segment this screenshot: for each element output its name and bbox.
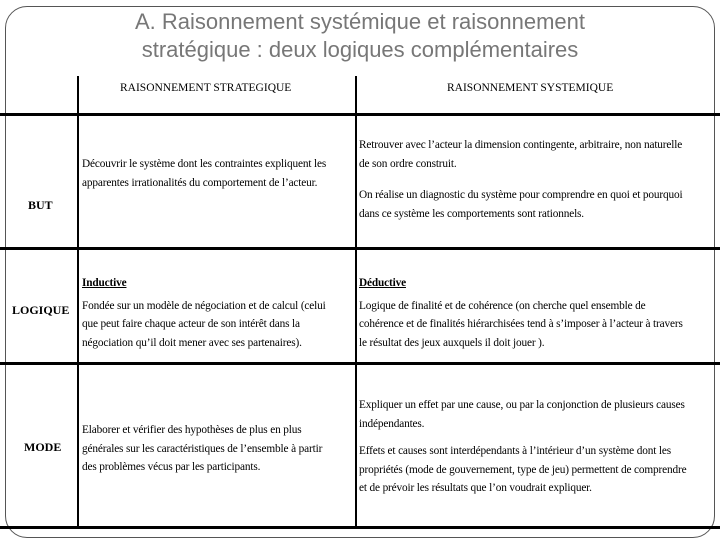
text-line: cohérence et de finalités hiérarchisées tend à s’imposer à l’acteur à travers — [359, 318, 683, 330]
text-line: des problèmes vécus par les participants. — [82, 461, 261, 473]
text-line: indépendantes. — [359, 417, 425, 430]
text-line: Expliquer un effet par une cause, ou par la conjonction de plusieurs causes — [359, 399, 685, 411]
cell-but-strategique — [82, 155, 326, 192]
column-header-systemique: RAISONNEMENT SYSTEMIQUE — [447, 82, 614, 94]
text-line: propriétés (mode de gouvernement, type de jeu) permettent de comprendre — [359, 463, 687, 476]
text-line: Logique de finalité et de cohérence (on cherche quel ensemble de — [359, 299, 646, 312]
cell-logique-strategique — [82, 274, 326, 352]
text-line: apparentes irrationalités du comportement de l’acteur. — [82, 176, 318, 189]
cell-mode-strategique — [82, 421, 322, 477]
slide-title — [0, 8, 720, 64]
row-label-but: BUT — [28, 198, 53, 212]
row-label-logique: LOGIQUE — [12, 303, 70, 317]
text-line: Retrouver avec l’acteur la dimension contingente, arbitraire, non naturelle — [359, 139, 683, 151]
column-header-strategique: RAISONNEMENT STRATEGIQUE — [120, 82, 292, 94]
text-line: Découvrir le système dont les contraintes expliquent les — [82, 158, 327, 170]
row-label-mode: MODE — [24, 440, 62, 454]
text-line: le résultat des jeux auxquels il doit jouer ). — [359, 336, 545, 349]
cell-heading: Inductive — [82, 277, 127, 289]
cell-heading: Déductive — [359, 277, 406, 289]
text-line: dans ce système les comportements sont rationnels. — [359, 207, 584, 220]
text-line: générales sur les caractéristiques de l’ensemble à partir — [82, 442, 323, 455]
header-rule — [0, 113, 720, 116]
cell-but-systemique — [359, 136, 682, 223]
text-line: Fondée sur un modèle de négociation et de calcul (celui — [82, 299, 326, 312]
text-line: que peut faire chaque acteur de son intérêt dans la — [82, 318, 300, 330]
cell-logique-systemique — [359, 274, 683, 352]
table-divider-2 — [355, 76, 357, 529]
cell-mode-systemique — [359, 396, 687, 498]
text-line: et de prévoir les résultats que l’on voudrait expliquer. — [359, 482, 592, 494]
text-line: négociation qu’il doit mener avec ses partenaires). — [82, 336, 302, 349]
row-rule-1 — [0, 247, 720, 250]
title-line-2: stratégique : deux logiques complémentaires — [141, 37, 579, 62]
text-line: On réalise un diagnostic du système pour comprendre en quoi et pourquoi — [359, 189, 683, 201]
row-rule-2 — [0, 362, 720, 365]
title-line-1: A. Raisonnement systémique et raisonnement — [134, 9, 585, 34]
text-line: de son ordre construit. — [359, 157, 457, 170]
text-line: Effets et causes sont interdépendants à l’intérieur d’un système dont les — [359, 445, 671, 457]
row-rule-3 — [0, 526, 720, 529]
table-divider-1 — [77, 76, 79, 529]
text-line: Elaborer et vérifier des hypothèses de plus en plus — [82, 424, 302, 436]
